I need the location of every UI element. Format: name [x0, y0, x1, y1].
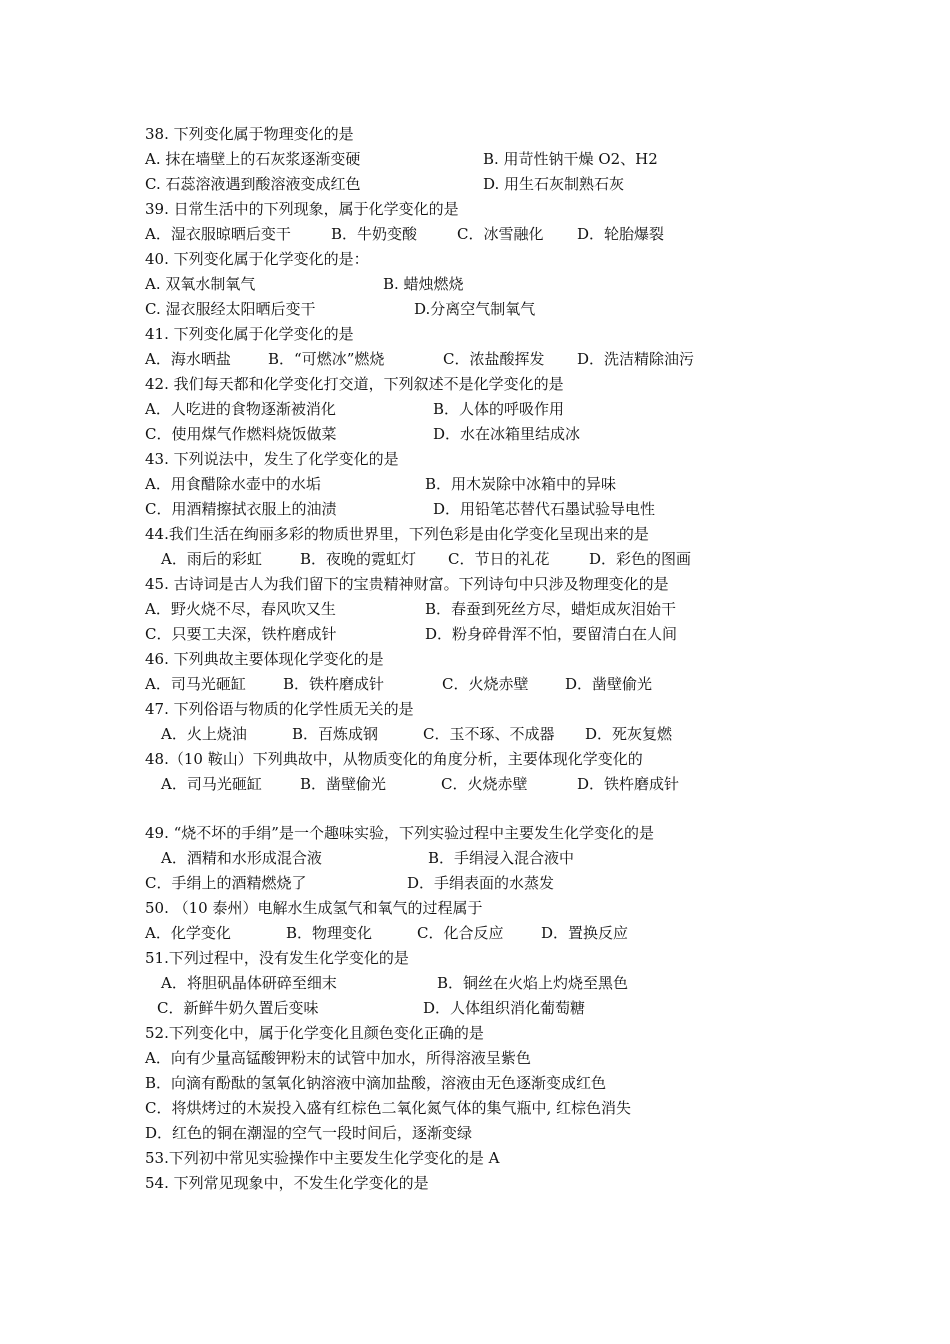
option-a: A．用食醋除水壶中的水垢	[145, 475, 321, 493]
option-d: D．洗洁精除油污	[577, 350, 695, 368]
option-d: D．手绢表面的水蒸发	[407, 874, 555, 892]
option-a: A．人吃进的食物逐渐被消化	[145, 400, 336, 418]
option-c: C．用酒精擦拭衣服上的油渍	[145, 500, 337, 518]
option-c: C. 湿衣服经太阳晒后变干	[145, 300, 316, 318]
option-a: A．雨后的彩虹	[161, 550, 262, 568]
option-c: C．只要工夫深，铁杵磨成针	[145, 625, 337, 643]
option-c: C．将烘烤过的木炭投入盛有红棕色二氧化氮气体的集气瓶中, 红棕色消失	[145, 1099, 632, 1117]
option-a: A．酒精和水形成混合液	[161, 849, 322, 867]
option-b: B．物理变化	[286, 924, 373, 942]
option-b: B．牛奶变酸	[331, 225, 418, 243]
option-a: A. 抹在墙壁上的石灰浆逐渐变硬	[145, 150, 361, 168]
option-a: A．司马光砸缸	[145, 675, 246, 693]
option-c: C．新鲜牛奶久置后变味	[157, 999, 319, 1017]
option-d: D．人体组织消化葡萄糖	[423, 999, 586, 1017]
option-a: A．将胆矾晶体研碎至细末	[161, 974, 337, 992]
option-b: B．铜丝在火焰上灼烧至黑色	[437, 974, 629, 992]
option-c: C．玉不琢、不成器	[423, 725, 555, 743]
option-c: C．使用煤气作燃料烧饭做菜	[145, 425, 337, 443]
option-c: C．浓盐酸挥发	[443, 350, 545, 368]
option-c: C. 石蕊溶液遇到酸溶液变成红色	[145, 175, 361, 193]
option-c: C．冰雪融化	[457, 225, 544, 243]
option-a: A．化学变化	[145, 924, 231, 942]
option-d: D．红色的铜在潮湿的空气一段时间后，逐渐变绿	[145, 1124, 473, 1142]
option-d: D．水在冰箱里结成冰	[433, 425, 581, 443]
document-page: 38. 下列变化属于物理变化的是 A. 抹在墙壁上的石灰浆逐渐变硬 B. 用苛性钠干燥 O2、H2 C. 石蕊溶液遇到酸溶液变成红色 D. 用生石灰制熟石灰 39. 日常生活中的下列现象，属于化学变化的是 A．湿衣服晾晒后变干 B．牛奶变酸 C．冰雪融化 D．轮胎爆裂 40. 下列变化属于化学变化的是： A. 双氧水制氧气 B. 蜡烛燃烧 C. 湿衣服经太阳晒后变干 D.分离空气制氧气 41. 下列变化属于化学变化的是 A．海水晒盐 B．“可燃冰”燃烧 C．浓盐酸挥发 D．洗洁精除油污 42. 我们每天都和化学变化打交道，下列叙述不是化学变化的是 A．人吃进的食物逐渐被消化 B．人体的呼吸作用 C．使用煤气作燃料烧饭做菜 D．水在冰箱里结成冰 43. 下列说法中，发生了化学变化的是 A．用食醋除水壶中的水垢 B．用木炭除中冰箱中的异味 C．用酒精擦拭衣服上的油渍 D．用铅笔芯替代石墨试验导电性 44.我们生活在绚丽多彩的物质世界里，下列色彩是由化学变化呈现出来的是 A．雨后的彩虹 B．夜晚的霓虹灯 C．节日的礼花 D．彩色的图画 45. 古诗词是古人为我们留下的宝贵精神财富。下列诗句中只涉及物理变化的是 A．野火烧不尽，春风吹又生 B．春蚕到死丝方尽，蜡炬成灰泪始干 C．只要工夫深，铁杵磨成针 D．粉身碎骨浑不怕，要留清白在人间 46. 下列典故主要体现化学变化的是 A．司马光砸缸 B．铁杵磨成针 C．火烧赤壁 D．凿壁偷光 47. 下列俗语与物质的化学性质无关的是 A．火上烧油 B．百炼成钢 C．玉不琢、不成器 D．死灰复燃 48.（10 鞍山）下列典故中，从物质变化的角度分析，主要体现化学变化的 A．司马光砸缸 B．凿壁偷光 C．火烧赤壁 D．铁杵磨成针 49. “烧不坏的手绢”是一个趣味实验，下列实验过程中主要发生化学变化的是 A．酒精和水形成混合液 B．手绢浸入混合液中 C．手绢上的酒精燃烧了 D．手绢表面的水蒸发 50. （10 泰州）电解水生成氢气和氧气的过程属于 A．化学变化 B．物理变化 C．化合反应 D．置换反应 51.下列过程中，没有发生化学变化的是 A．将胆矾晶体研碎至细末 B．铜丝在火焰上灼烧至黑色 C．新鲜牛奶久置后变味 D．人体组织消化葡萄糖 52.下列变化中，属于化学变化且颜色变化正确的是 A．向有少量高锰酸钾粉末的试管中加水，所得溶液呈紫色 B．向滴有酚酞的氢氧化钠溶液中滴加盐酸，溶液由无色逐渐变成红色 C．将烘烤过的木炭投入盛有红棕色二氧化氮气体的集气瓶中, 红棕色消失 D．红色的铜在潮湿的空气一段时间后，逐渐变绿 53.下列初中常见实验操作中主要发生化学变化的是 A 54. 下列常见现象中，不发生化学变化的是	[145, 125, 695, 1192]
option-b: B．手绢浸入混合液中	[428, 849, 575, 867]
option-b: B．人体的呼吸作用	[433, 400, 565, 418]
option-b: B．向滴有酚酞的氢氧化钠溶液中滴加盐酸，溶液由无色逐渐变成红色	[145, 1074, 607, 1092]
option-a: A．火上烧油	[161, 725, 247, 743]
option-b: B．“可燃冰”燃烧	[268, 350, 385, 368]
option-c: C．节日的礼花	[448, 550, 550, 568]
option-d: D．轮胎爆裂	[577, 225, 665, 243]
option-d: D．置换反应	[541, 924, 629, 942]
option-b: B．春蚕到死丝方尽，蜡炬成灰泪始干	[425, 600, 677, 618]
option-d: D. 用生石灰制熟石灰	[483, 175, 625, 193]
option-b: B．铁杵磨成针	[283, 675, 385, 693]
option-b: B．百炼成钢	[292, 725, 379, 743]
option-c: C．化合反应	[417, 924, 504, 942]
option-d: D．用铅笔芯替代石墨试验导电性	[433, 500, 656, 518]
option-d: D．死灰复燃	[585, 725, 673, 743]
option-d: D.分离空气制氧气	[414, 300, 536, 318]
option-c: C．火烧赤壁	[442, 675, 529, 693]
option-c: C．火烧赤壁	[441, 775, 528, 793]
option-a: A．司马光砸缸	[161, 775, 262, 793]
option-b: B．用木炭除中冰箱中的异味	[425, 475, 617, 493]
option-b: B. 用苛性钠干燥 O2、H2	[483, 150, 658, 168]
option-a: A．海水晒盐	[145, 350, 231, 368]
option-d: D．彩色的图画	[589, 550, 692, 568]
option-d: D．粉身碎骨浑不怕，要留清白在人间	[425, 625, 678, 643]
option-a: A．向有少量高锰酸钾粉末的试管中加水，所得溶液呈紫色	[145, 1049, 531, 1067]
option-a: A. 双氧水制氧气	[145, 275, 256, 293]
option-a: A．湿衣服晾晒后变干	[145, 225, 291, 243]
option-d: D．凿壁偷光	[565, 675, 653, 693]
option-a: A．野火烧不尽，春风吹又生	[145, 600, 336, 618]
option-c: C．手绢上的酒精燃烧了	[145, 874, 307, 892]
option-b: B. 蜡烛燃烧	[383, 275, 464, 293]
option-b: B．夜晚的霓虹灯	[300, 550, 417, 568]
option-b: B．凿壁偷光	[300, 775, 387, 793]
option-d: D．铁杵磨成针	[577, 775, 680, 793]
